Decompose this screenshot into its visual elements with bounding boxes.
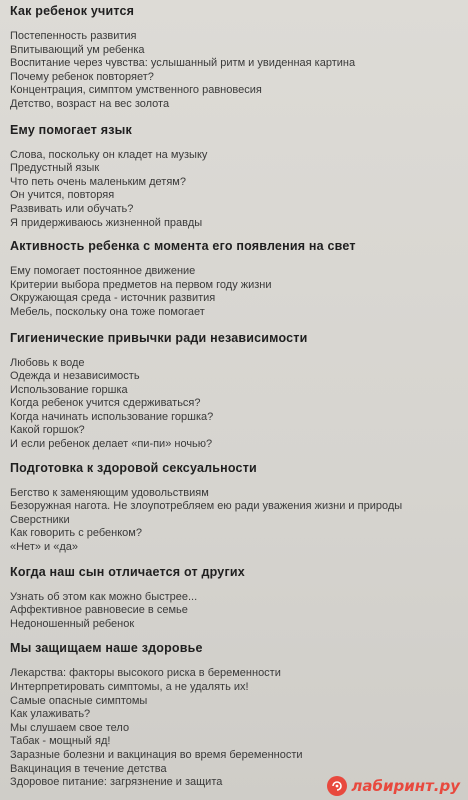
list-item: Слова, поскольку он кладет на музыку (10, 148, 208, 161)
list-item: Табак - мощный яд! (10, 735, 111, 748)
list-item: Развивать или обучать? (10, 202, 134, 215)
list-item: Как улаживать? (10, 708, 91, 721)
section-healthy-sexuality (10, 461, 454, 555)
list-item: Когда начинать использование горшка? (10, 410, 214, 423)
list-item: Что петь очень маленьким детям? (10, 175, 186, 188)
topic-list (10, 487, 454, 555)
topic-list (10, 667, 454, 789)
section-heading: Подготовка к здоровой сексуальности (10, 460, 257, 475)
section-child-activity (10, 239, 454, 319)
section-heading: Когда наш сын отличается от других (10, 564, 245, 579)
list-item: И если ребенок делает «пи-пи» ночью? (10, 438, 213, 451)
list-item: Лекарства: факторы высокого риска в беременности (10, 667, 281, 680)
list-item: Использование горшка (10, 383, 128, 396)
list-item: Он учится, повторяя (10, 189, 115, 202)
section-heading: Активность ребенка с момента его появления на свет (10, 239, 356, 254)
list-item: Какой горшок? (10, 424, 85, 437)
list-item: «Нет» и «да» (10, 541, 78, 554)
list-item: Детство, возраст на вес золота (10, 97, 170, 110)
list-item: Сверстники (10, 513, 70, 526)
labirint-logo-icon (327, 776, 347, 796)
section-heading: Ему помогает язык (10, 122, 132, 137)
topic-list (10, 149, 454, 231)
list-item: Любовь к воде (10, 356, 85, 369)
list-item: Как говорить с ребенком? (10, 527, 142, 540)
list-item: Самые опасные симптомы (10, 694, 148, 707)
topic-list (10, 265, 454, 319)
topic-list (10, 591, 454, 632)
list-item: Предустный язык (10, 162, 100, 175)
list-item: Воспитание через чувства: услышанный ритм и увиденная картина (10, 57, 356, 70)
list-item: Постепенность развития (10, 30, 137, 42)
list-item: Узнать об этом как можно быстрее... (10, 590, 198, 603)
section-heading: Как ребенок учится (10, 4, 135, 18)
list-item: Бегство к заменяющим удовольствиям (10, 486, 209, 499)
list-item: Интерпретировать симптомы, а не удалять их! (10, 681, 249, 693)
section-heading: Мы защищаем наше здоровье (10, 641, 203, 656)
list-item: Заразные болезни и вакцинация во время беременности (10, 748, 303, 761)
list-item: Окружающая среда - источник развития (10, 292, 216, 305)
list-item: Я придерживаюсь жизненной правды (10, 216, 203, 229)
section-language-helps (10, 123, 454, 231)
list-item: Здоровое питание: загрязнение и защита (10, 776, 223, 789)
list-item: Почему ребенок повторяет? (10, 70, 154, 83)
section-heading: Гигиенические привычки ради независимости (10, 330, 308, 345)
list-item: Аффективное равновесие в семье (10, 604, 188, 617)
list-item: Вакцинация в течение детства (10, 762, 167, 775)
list-item: Ему помогает постоянное движение (10, 265, 196, 278)
list-item: Одежда и независимость (10, 370, 140, 383)
list-item: Когда ребенок учится сдерживаться? (10, 397, 201, 410)
labirint-watermark (327, 776, 460, 796)
list-item: Безоружная нагота. Не злоупотребляем ею ради уважения жизни и природы (10, 500, 403, 513)
topic-list (10, 30, 454, 112)
topic-list (10, 357, 454, 452)
watermark-text: лабиринт.ру (351, 777, 460, 795)
list-item: Критерии выбора предметов на первом году жизни (10, 278, 272, 291)
list-item: Концентрация, симптом умственного равновесия (10, 84, 262, 97)
section-hygiene-habits (10, 331, 454, 452)
list-item: Мы слушаем свое тело (10, 721, 130, 734)
section-protect-health (10, 641, 454, 789)
list-item: Мебель, поскольку она тоже помогает (10, 305, 205, 318)
section-son-differs (10, 565, 454, 632)
section-how-child-learns (10, 4, 454, 112)
list-item: Впитывающий ум ребенка (10, 43, 145, 56)
list-item: Недоношенный ребенок (10, 617, 135, 630)
